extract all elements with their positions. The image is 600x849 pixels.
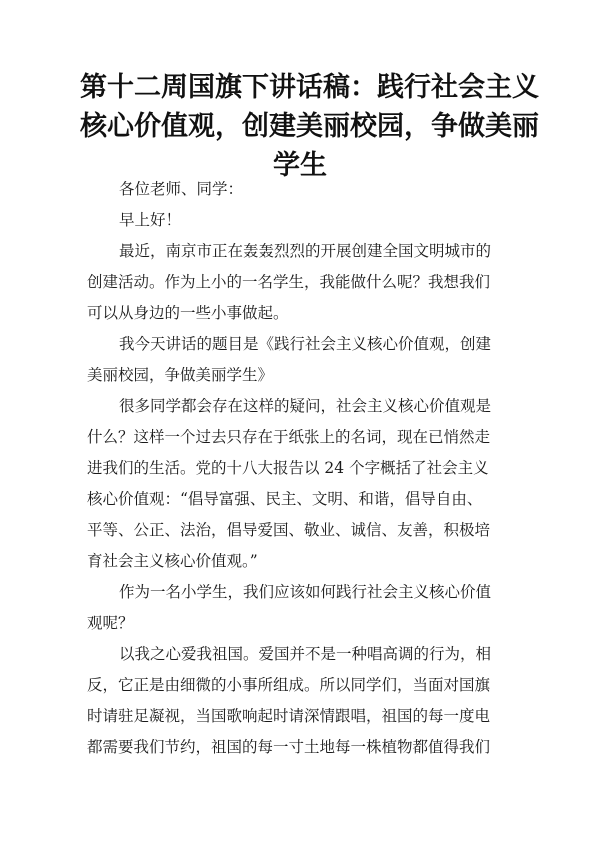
- text-line: 最近，南京市正在轰轰烈烈的开展创建全国文明城市的: [119, 242, 492, 260]
- paragraph-greeting: [87, 174, 519, 205]
- text-line: 早上好！: [119, 211, 182, 229]
- paragraph-question: [87, 577, 519, 639]
- text-line: 育社会主义核心价值观。”: [87, 552, 258, 570]
- paragraph-good-morning: [87, 205, 519, 236]
- text-line: 时请驻足凝视，当国歌响起时请深情跟唱，祖国的每一度电: [87, 707, 491, 725]
- text-line: 各位老师、同学：: [119, 180, 244, 198]
- text-line: 我今天讲话的题目是《践行社会主义核心价值观，创建: [119, 335, 492, 353]
- title-line: 学生: [273, 150, 327, 181]
- text-line: 平等、公正、法治，倡导爱国、敬业、诚信、友善，积极培: [87, 521, 491, 539]
- text-line: 美丽校园，争做美丽学生》: [87, 366, 274, 384]
- text-line: 核心价值观：“倡导富强、民主、文明、和谐，倡导自由、: [87, 490, 483, 508]
- paragraph-patriotism: [87, 639, 519, 763]
- text-line: 进我们的生活。党的十八大报告以 24 个字概括了社会主义: [87, 459, 489, 477]
- text-line: 以我之心爱我祖国。爱国并不是一种唱高调的行为，相: [119, 645, 492, 663]
- text-line: 反，它正是由细微的小事所组成。所以同学们，当面对国旗: [87, 676, 491, 694]
- text-line: 创建活动。作为上小的一名学生，我能做什么呢？我想我们: [87, 273, 491, 291]
- text-line: 可以从身边的一些小事做起。: [87, 304, 289, 322]
- paragraph-core-values: [87, 391, 519, 577]
- title-line: 第十二周国旗下讲话稿：践行社会主义: [80, 72, 539, 103]
- document-body: [87, 174, 519, 763]
- text-line: 作为一名小学生，我们应该如何践行社会主义核心价值: [119, 583, 492, 601]
- paragraph-topic: [87, 329, 519, 391]
- document-title: [80, 68, 539, 185]
- text-line: 观呢？: [87, 614, 134, 632]
- title-line: 核心价值观，创建美丽校园，争做美丽: [80, 111, 539, 142]
- text-line: 都需要我们节约，祖国的每一寸土地每一株植物都值得我们: [87, 738, 491, 756]
- paragraph-intro: [87, 236, 519, 329]
- text-line: 什么？这样一个过去只存在于纸张上的名词，现在已悄然走: [87, 428, 491, 446]
- text-line: 很多同学都会存在这样的疑问，社会主义核心价值观是: [119, 397, 492, 415]
